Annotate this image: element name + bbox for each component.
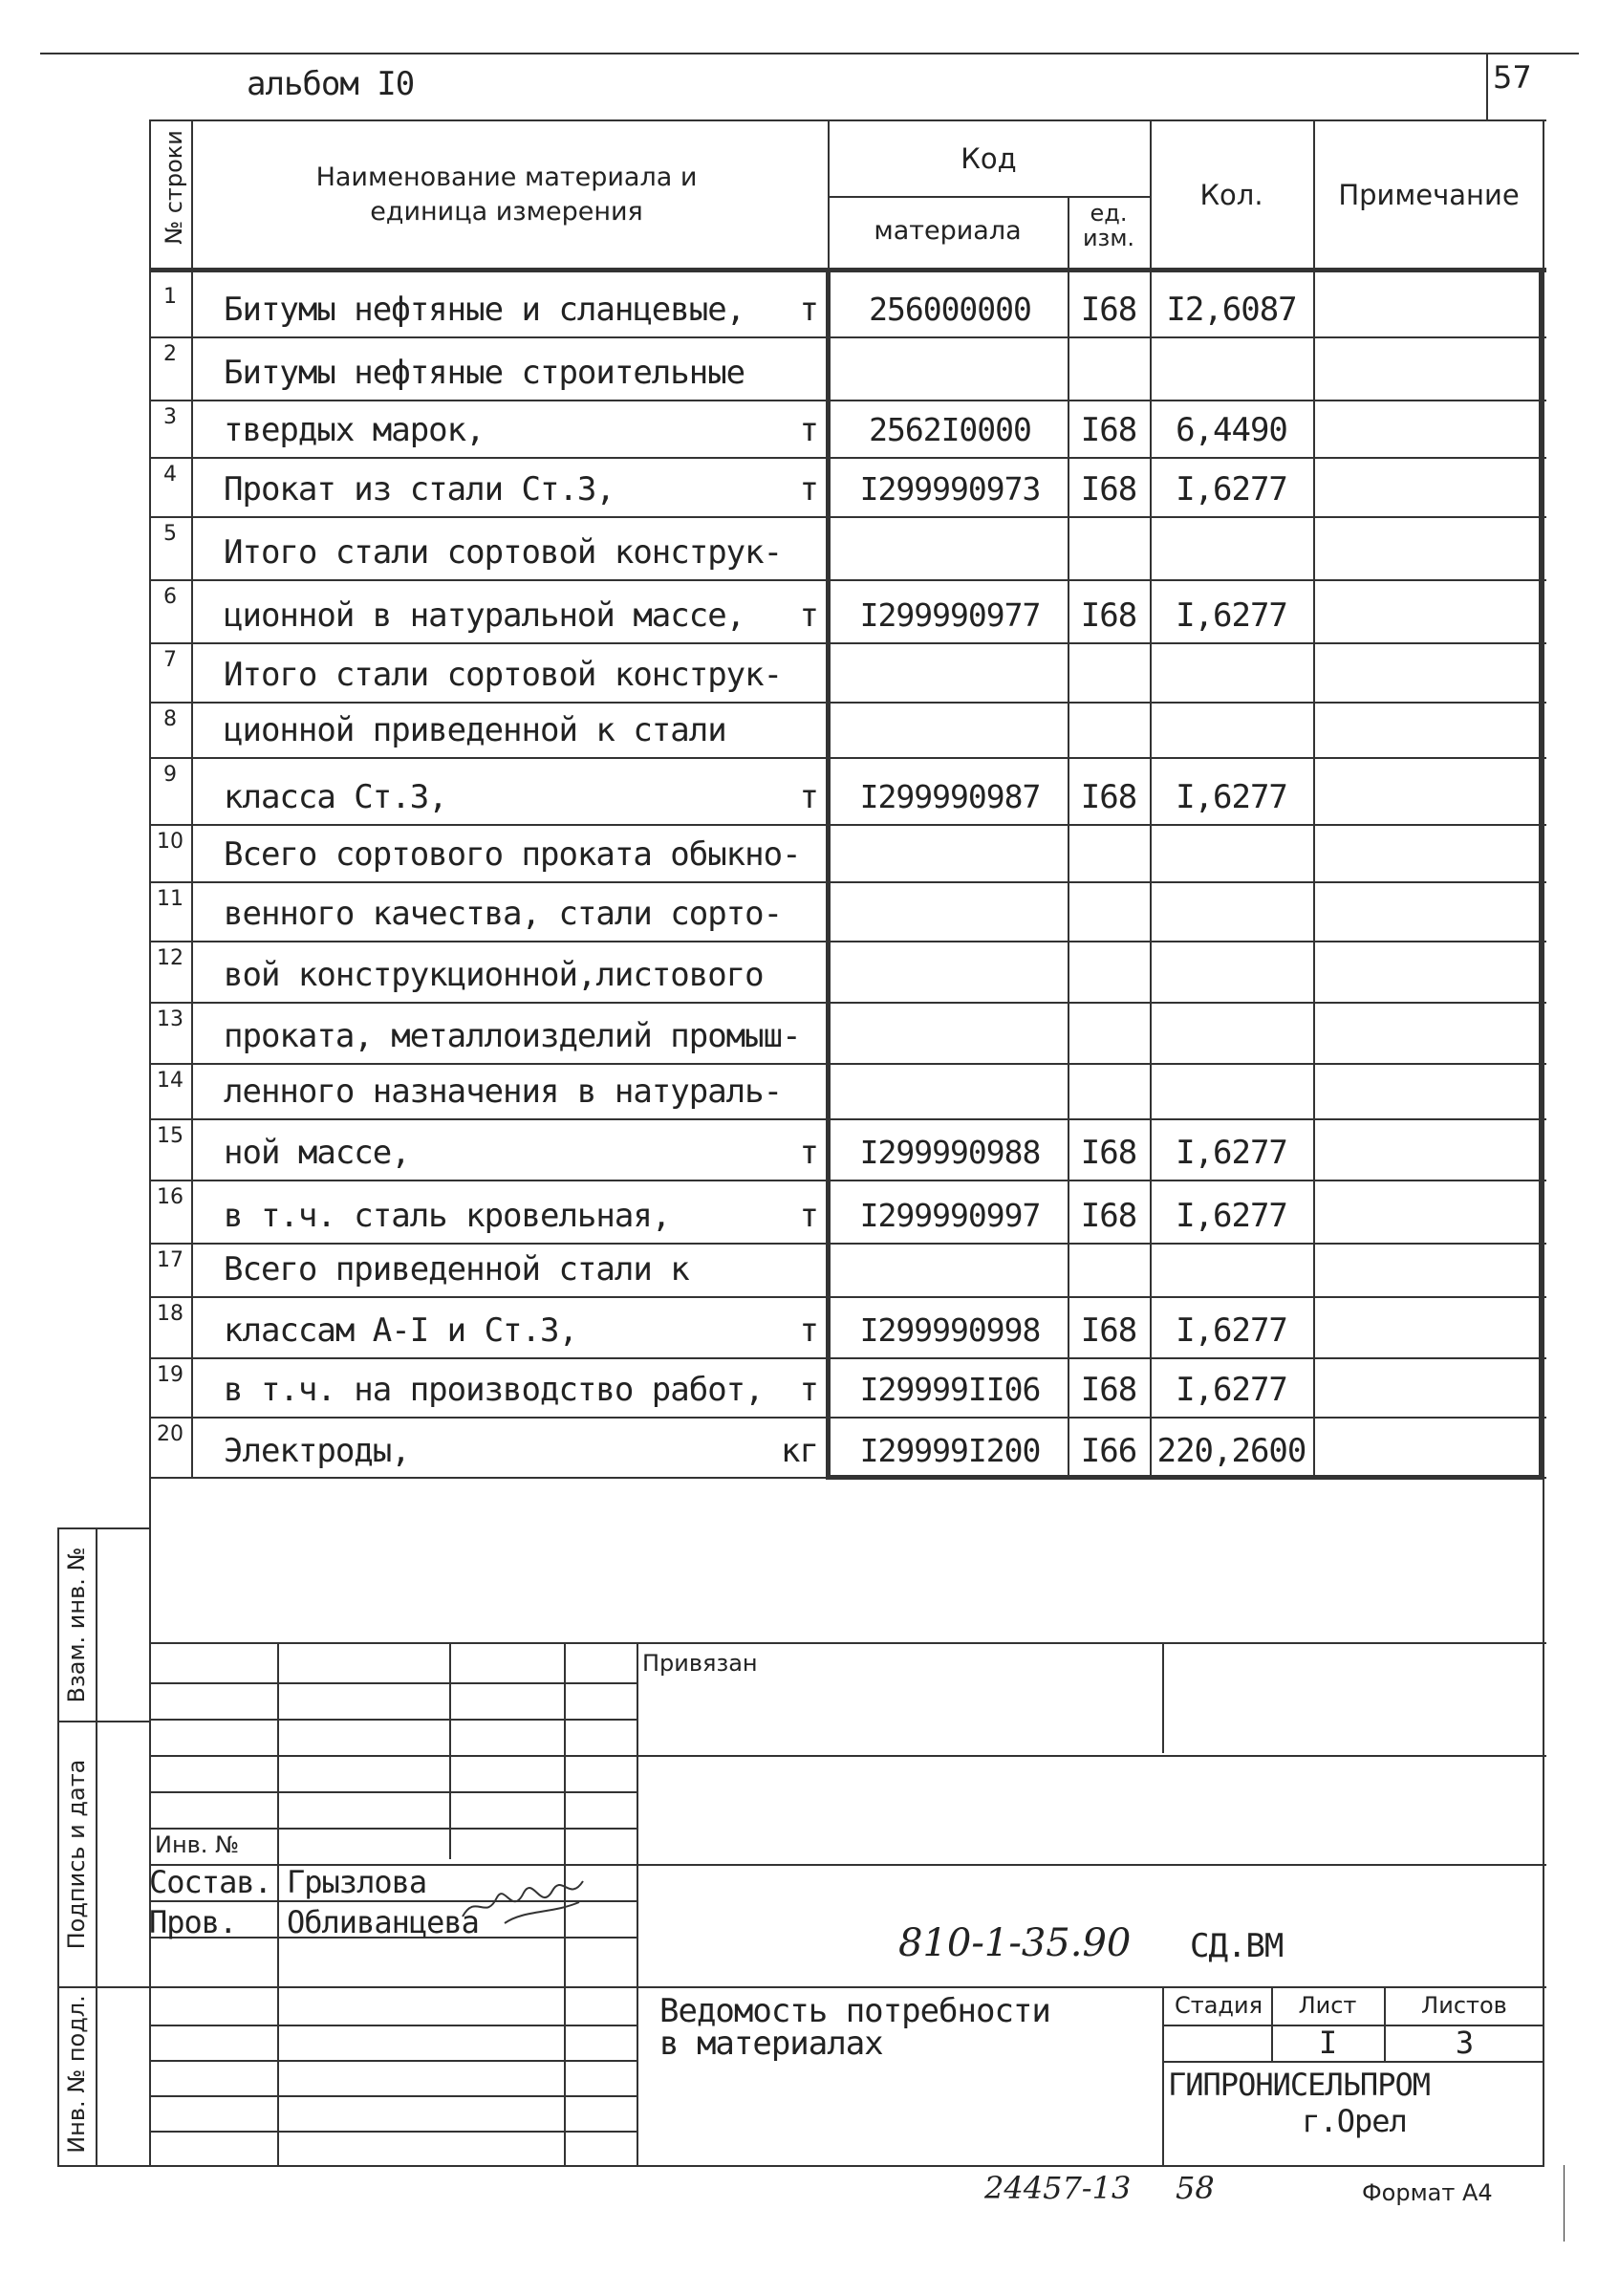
row-unit: т xyxy=(799,1197,818,1235)
row-name: венного качества, стали сорто- xyxy=(224,895,783,933)
row-qty: I,6277 xyxy=(1176,1134,1287,1172)
row-name: ционной в натуральной массе, xyxy=(224,596,745,635)
row-divider xyxy=(149,457,1546,459)
format-label: Формат А4 xyxy=(1362,2179,1493,2206)
row-name: классам А-I и Ст.3, xyxy=(224,1311,577,1350)
frame-bottom xyxy=(57,2165,1544,2167)
row-number: 7 xyxy=(163,648,177,672)
row-material-code: I299990988 xyxy=(859,1134,1041,1171)
code-sub-line xyxy=(828,196,1150,198)
stamp-h3 xyxy=(149,1755,1546,1757)
row-unit: т xyxy=(799,1311,818,1350)
row-unit-code: I66 xyxy=(1080,1432,1137,1470)
signature-icon xyxy=(457,1864,591,1940)
row-name: Итого стали сортовой конструк- xyxy=(224,656,783,694)
side-inv-podl: Инв. № подл. xyxy=(63,1995,90,2154)
col-unit-head-line xyxy=(1068,196,1069,268)
row-unit-code: I68 xyxy=(1080,411,1137,449)
row-material-code: I299990977 xyxy=(859,596,1041,634)
row-number: 14 xyxy=(157,1069,183,1093)
row-unit: т xyxy=(799,1134,818,1172)
sostav-label: Состав. xyxy=(149,1864,271,1900)
prov-label: Пров. xyxy=(149,1904,237,1940)
inv-no-label: Инв. № xyxy=(155,1831,240,1858)
row-name: проката, металлоизделий промыш- xyxy=(224,1017,801,1055)
row-number: 8 xyxy=(163,707,177,731)
row-divider xyxy=(149,881,1546,883)
row-number: 1 xyxy=(163,285,177,309)
page-number-divider xyxy=(1486,53,1488,119)
row-number: 5 xyxy=(163,522,177,546)
row-divider xyxy=(149,579,1546,581)
row-divider xyxy=(149,1118,1546,1120)
header-material-code: материала xyxy=(874,216,1022,246)
row-divider xyxy=(149,642,1546,644)
list-label: Лист xyxy=(1298,1992,1357,2019)
row-name: вой конструкционной,листового xyxy=(224,956,764,994)
row-divider xyxy=(149,1002,1546,1004)
row-material-code: 2562I0000 xyxy=(869,411,1031,448)
row-unit-code: I68 xyxy=(1080,1311,1137,1350)
page-number: 57 xyxy=(1493,59,1532,96)
row-unit-code: I68 xyxy=(1080,778,1137,816)
row-divider xyxy=(149,1296,1546,1298)
stamp-h12 xyxy=(149,2095,637,2097)
row-divider xyxy=(149,824,1546,826)
frame-top xyxy=(149,119,1546,121)
row-qty: 220,2600 xyxy=(1156,1432,1306,1470)
row-material-code: 256000000 xyxy=(869,291,1031,328)
row-unit: кг xyxy=(781,1432,818,1470)
side-sep-1 xyxy=(57,1721,149,1722)
row-unit: т xyxy=(799,411,818,449)
row-unit-code: I68 xyxy=(1080,291,1137,329)
header-row-no: № строки xyxy=(161,130,187,245)
album-label: альбом I0 xyxy=(247,65,415,103)
header-note: Примечание xyxy=(1338,179,1520,211)
stamp-info-h2 xyxy=(1162,2061,1544,2063)
row-unit: т xyxy=(799,291,818,329)
stamp-h13 xyxy=(149,2131,637,2133)
row-divider xyxy=(149,1417,1546,1419)
row-name: ной массе, xyxy=(224,1134,410,1172)
row-number: 15 xyxy=(157,1124,183,1148)
list-value: I xyxy=(1318,2025,1337,2061)
row-name: класса Ст.3, xyxy=(224,778,447,816)
row-divider xyxy=(149,516,1546,518)
row-unit-code: I68 xyxy=(1080,1371,1137,1409)
top-rule xyxy=(40,53,1579,54)
row-unit: т xyxy=(799,470,818,509)
row-material-code: I29999II06 xyxy=(859,1371,1041,1408)
row-unit-code: I68 xyxy=(1080,1134,1137,1172)
col-rowno-line xyxy=(191,119,193,1477)
row-name: Прокат из стали Ст.3, xyxy=(224,470,615,509)
frame-left xyxy=(149,119,151,2165)
header-code: Код xyxy=(961,142,1017,175)
row-name: Электроды, xyxy=(224,1432,410,1470)
row-number: 4 xyxy=(163,463,177,487)
stamp-info-left xyxy=(1162,1986,1164,2165)
row-number: 13 xyxy=(157,1007,183,1031)
row-divider xyxy=(149,1063,1546,1065)
stamp-col-5 xyxy=(1162,1642,1164,1753)
row-material-code: I299990987 xyxy=(859,778,1041,815)
row-divider xyxy=(149,1180,1546,1181)
row-number: 20 xyxy=(157,1422,183,1446)
row-divider xyxy=(149,1243,1546,1245)
row-unit: т xyxy=(799,1371,818,1409)
stamp-h11 xyxy=(149,2060,637,2062)
row-number: 2 xyxy=(163,342,177,366)
row-qty: I,6277 xyxy=(1176,778,1287,816)
header-unit-code: ед. изм. xyxy=(1082,200,1135,251)
side-strip-inner xyxy=(96,1527,97,2165)
row-divider xyxy=(149,1357,1546,1359)
prov-name: Обливанцева xyxy=(287,1904,479,1940)
row-divider xyxy=(149,757,1546,759)
row-name: Битумы нефтяные строительные xyxy=(224,354,745,392)
row-material-code: I29999I200 xyxy=(859,1432,1041,1469)
row-qty: I,6277 xyxy=(1176,1197,1287,1235)
org-city: г.Орел xyxy=(1302,2103,1407,2139)
sostav-name: Грызлова xyxy=(287,1864,427,1900)
stadia-label: Стадия xyxy=(1174,1992,1263,2019)
row-unit-code: I68 xyxy=(1080,596,1137,635)
doc-suffix: СД.ВМ xyxy=(1190,1927,1284,1965)
row-material-code: I299990997 xyxy=(859,1197,1041,1234)
row-unit: т xyxy=(799,596,818,635)
margin-tick xyxy=(1564,2165,1565,2242)
row-number: 11 xyxy=(157,887,183,911)
header-name: Наименование материала и единица измерения xyxy=(315,162,698,227)
data-top-rule xyxy=(149,268,1546,272)
row-name: в т.ч. на производство работ, xyxy=(224,1371,764,1409)
row-number: 12 xyxy=(157,946,183,970)
row-number: 17 xyxy=(157,1248,183,1272)
row-number: 10 xyxy=(157,830,183,854)
org-name: ГИПРОНИСЕЛЬПРОМ xyxy=(1168,2067,1430,2103)
row-divider xyxy=(149,336,1546,338)
header-qty: Кол. xyxy=(1199,179,1263,211)
stamp-col-4 xyxy=(637,1642,638,2165)
table-bottom-rule xyxy=(149,1477,1546,1479)
stamp-h1 xyxy=(149,1682,637,1684)
title-line1: Ведомость потребности xyxy=(659,1992,1050,2030)
title-line2: в материалах xyxy=(659,2025,883,2063)
listov-value: 3 xyxy=(1455,2025,1474,2061)
row-unit: т xyxy=(799,778,818,816)
stamp-h9 xyxy=(149,1986,1546,1988)
footer-num1: 24457-13 xyxy=(984,2170,1132,2206)
row-unit-code: I68 xyxy=(1080,470,1137,509)
row-number: 16 xyxy=(157,1185,183,1209)
side-podpis: Подпись и дата xyxy=(63,1759,90,1950)
stamp-h5 xyxy=(149,1828,637,1830)
stamp-h2 xyxy=(149,1719,637,1721)
row-number: 19 xyxy=(157,1363,183,1387)
footer-num2: 58 xyxy=(1176,2170,1215,2206)
row-qty: I,6277 xyxy=(1176,596,1287,635)
row-qty: I,6277 xyxy=(1176,1371,1287,1409)
row-divider xyxy=(149,400,1546,401)
doc-code: 810-1-35.90 xyxy=(898,1921,1132,1965)
row-name: твердых марок, xyxy=(224,411,485,449)
row-name: Итого стали сортовой конструк- xyxy=(224,533,783,572)
row-material-code: I299990998 xyxy=(859,1311,1041,1349)
row-divider xyxy=(149,941,1546,942)
privyazan-label: Привязан xyxy=(642,1650,758,1677)
row-name: Всего сортового проката обыкно- xyxy=(224,835,801,874)
row-name: в т.ч. сталь кровельная, xyxy=(224,1197,671,1235)
row-name: ционной приведенной к стали xyxy=(224,711,726,749)
row-number: 6 xyxy=(163,585,177,609)
row-name: Всего приведенной стали к xyxy=(224,1250,689,1289)
row-qty: I,6277 xyxy=(1176,1311,1287,1350)
row-number: 3 xyxy=(163,405,177,429)
row-number: 9 xyxy=(163,763,177,787)
listov-label: Листов xyxy=(1421,1992,1507,2019)
row-number: 18 xyxy=(157,1302,183,1326)
stamp-col-1 xyxy=(277,1642,279,2165)
row-unit-code: I68 xyxy=(1080,1197,1137,1235)
stamp-col-2 xyxy=(449,1642,451,1859)
row-name: Битумы нефтяные и сланцевые, xyxy=(224,291,745,329)
stamp-h10 xyxy=(149,2025,637,2026)
row-qty: I,6277 xyxy=(1176,470,1287,509)
row-material-code: I299990973 xyxy=(859,470,1041,508)
stamp-top xyxy=(149,1642,1546,1644)
row-qty: I2,6087 xyxy=(1166,291,1297,329)
stamp-h4 xyxy=(149,1791,637,1793)
row-name: ленного назначения в натураль- xyxy=(224,1072,783,1111)
side-vzam: Взам. инв. № xyxy=(63,1547,90,1703)
row-divider xyxy=(149,702,1546,704)
row-qty: 6,4490 xyxy=(1176,411,1287,449)
